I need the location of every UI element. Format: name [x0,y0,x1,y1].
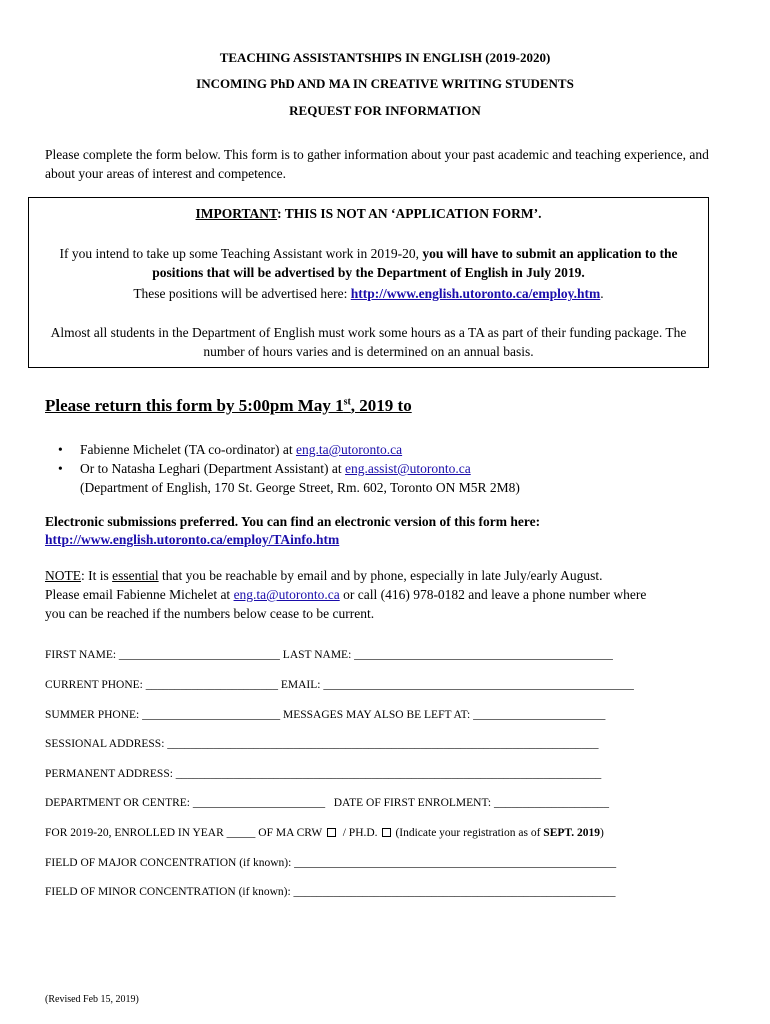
note-line-3: you can be reached if the numbers below cease to be current. [45,606,375,621]
messages-field[interactable]: MESSAGES MAY ALSO BE LEFT AT: _______________________ [283,709,606,721]
important-notice-box [28,197,709,368]
tainfo-link[interactable]: http://www.english.utoronto.ca/employ/TAinfo.htm [45,532,340,547]
contact-item [58,440,740,459]
note-label: NOTE [45,568,81,583]
email-link-note[interactable]: eng.ta@utoronto.ca [233,587,340,602]
permanent-address-field[interactable]: PERMANENT ADDRESS: __________________________________________________________________________ [45,768,602,780]
important-label: IMPORTANT [195,206,278,221]
email-link-assist[interactable]: eng.assist@utoronto.ca [345,461,471,476]
phd-label: / PH.D. [342,827,378,839]
intro-paragraph: Please complete the form below. This form is to gather information about your past academic and teaching experience, and about your areas of interest and competence. [45,147,709,181]
bullet-icon: • [58,442,63,457]
current-phone-field[interactable]: CURRENT PHONE: _______________________ [45,679,278,691]
contact-list [58,440,740,497]
electronic-form-link-row [45,530,339,549]
enrolled-close: ) [599,827,604,839]
contact-text: Or to Natasha Leghari (Department Assistant) at [80,461,346,476]
application-text-plain: If you intend to take up some Teaching Assistant work in 2019-20, [59,246,423,261]
positions-prefix: These positions will be advertised here: [133,286,351,301]
important-heading [29,204,708,223]
electronic-submission-text: Electronic submissions preferred. You can find an electronic version of this form here: [45,514,541,529]
revision-footer: (Revised Feb 15, 2019) [45,994,139,1005]
enrolled-bold: SEPT. 2019 [543,827,600,839]
sessional-address-field[interactable]: SESSIONAL ADDRESS: ___________________________________________________________________________ [45,738,599,750]
department-field[interactable]: DEPARTMENT OR CENTRE: _______________________ [45,797,326,809]
email-field[interactable]: EMAIL: ______________________________________________________ [280,679,634,691]
ma-crw-checkbox[interactable] [327,828,336,837]
enrolment-row [45,827,604,839]
major-concentration-field[interactable]: FIELD OF MAJOR CONCENTRATION (if known): ________________________________________________________ [45,857,617,869]
application-text-bold: you will have to submit an application to the positions that will be advertised by the Department of English in July 2019. [152,246,678,280]
employ-link[interactable]: http://www.english.utoronto.ca/employ.htm [350,286,601,301]
return-prefix: Please return this form by 5:00pm May 1 [45,396,344,415]
note-paragraph [45,566,735,623]
phone-email-row [45,679,634,691]
positions-advertised-line [37,284,700,303]
return-deadline-heading [45,396,412,416]
note-line-1 [45,566,735,585]
positions-suffix: . [600,286,604,301]
phd-checkbox[interactable] [382,828,391,837]
note-line2-suffix: or call (416) 978-0182 and leave a phone number where [339,587,647,602]
important-application-text [37,244,700,282]
summer-phone-row [45,709,605,721]
first-enrolment-field[interactable]: DATE OF FIRST ENROLMENT: ____________________ [333,797,609,809]
email-link-ta[interactable]: eng.ta@utoronto.ca [295,442,403,457]
summer-phone-field[interactable]: SUMMER PHONE: ________________________ [45,709,281,721]
department-row [45,797,609,809]
important-label-rest: : THIS IS NOT AN ‘APPLICATION FORM’. [277,206,542,221]
minor-concentration-field[interactable]: FIELD OF MINOR CONCENTRATION (if known): ________________________________________________________ [45,886,616,898]
note-line2-prefix: Please email Fabienne Michelet at [45,587,234,602]
document-title: TEACHING ASSISTANTSHIPS IN ENGLISH (2019-2020) [219,50,551,65]
bullet-icon: • [58,461,63,476]
note-essential: essential [112,568,159,583]
return-sup: st [343,396,351,408]
note-part1: : It is [81,568,113,583]
enrolled-note: (Indicate your registration as of [395,827,544,839]
last-name-field[interactable]: LAST NAME: _____________________________________________ [282,649,613,661]
note-part2: that you be reachable by email and by phone, especially in late July/early August. [158,568,603,583]
return-suffix: , 2019 to [350,396,412,415]
note-line-2 [45,585,735,604]
address-line: (Department of English, 170 St. George Street, Rm. 602, Toronto ON M5R 2M8) [80,480,520,495]
name-row [45,649,613,661]
enrolled-year-field[interactable]: FOR 2019-20, ENROLLED IN YEAR _____ OF MA CRW [45,827,322,839]
contact-text: Fabienne Michelet (TA co-ordinator) at [80,442,296,457]
document-heading: REQUEST FOR INFORMATION [289,103,481,118]
first-name-field[interactable]: FIRST NAME: ____________________________ [45,649,280,661]
contact-item [58,459,740,478]
funding-paragraph: Almost all students in the Department of English must work some hours as a TA as part of their funding package. The number of hours varies and is determined on an annual basis. [50,325,687,359]
document-subtitle: INCOMING PhD AND MA IN CREATIVE WRITING STUDENTS [196,76,574,91]
